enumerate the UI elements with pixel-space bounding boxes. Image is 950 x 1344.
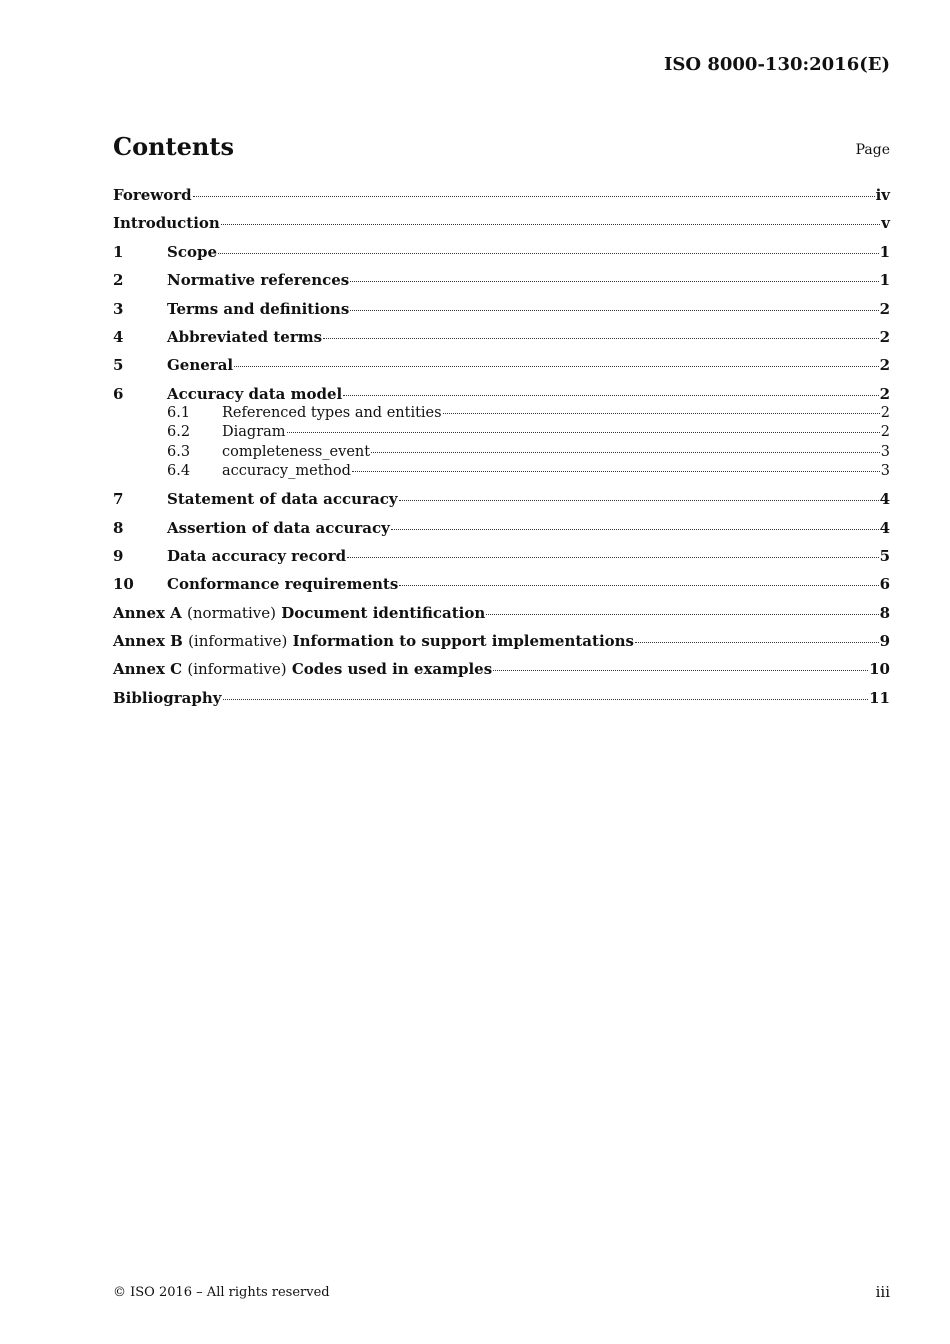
toc-entry-page: 6 (879, 575, 890, 593)
toc-entry-number: 6.4 (167, 463, 191, 479)
annex-label: Annex B (113, 632, 183, 650)
annex-title: Codes used in examples (291, 660, 493, 678)
toc-entry-number: 3 (113, 300, 124, 318)
toc-entry[interactable] (113, 547, 890, 565)
toc-entry-title: accuracy_method (222, 463, 351, 479)
toc-entry-number: 10 (113, 575, 134, 593)
toc-entry[interactable] (113, 405, 890, 421)
toc-entry-title: Abbreviated terms (167, 328, 323, 346)
standard-identifier: ISO 8000-130:2016(E) (663, 54, 890, 75)
annex-type: (informative) (188, 632, 288, 650)
dot-leader (371, 452, 880, 453)
dot-leader (347, 557, 878, 558)
toc-entry[interactable] (113, 519, 890, 537)
dot-leader (486, 614, 878, 615)
dot-leader (399, 500, 879, 501)
dot-leader (343, 395, 878, 396)
toc-annex-entry[interactable] (113, 632, 890, 650)
dot-leader (350, 281, 878, 282)
toc-entry-page: 5 (879, 547, 890, 565)
toc-entry[interactable] (113, 214, 890, 232)
toc-entry-title: Data accuracy record (167, 547, 347, 565)
copyright-footer: © ISO 2016 – All rights reserved (113, 1285, 330, 1300)
toc-entry-page: 2 (879, 328, 890, 346)
toc-entry[interactable] (113, 300, 890, 318)
toc-entry-number: 6.1 (167, 405, 191, 421)
toc-entry[interactable] (113, 243, 890, 261)
toc-entry-title: Terms and definitions (167, 300, 350, 318)
toc-entry-number: 7 (113, 490, 124, 508)
toc-entry-page: 4 (879, 490, 890, 508)
toc-annex-title-group (113, 660, 492, 678)
toc-entry-title: Normative references (167, 271, 350, 289)
toc-entry-title: Accuracy data model (167, 385, 343, 403)
page-column-label: Page (855, 142, 890, 158)
dot-leader (399, 585, 878, 586)
toc-entry-number: 8 (113, 519, 124, 537)
toc-entry-page: 1 (879, 271, 890, 289)
dot-leader (223, 699, 869, 700)
annex-title: Document identification (281, 604, 486, 622)
toc-entry-page: 3 (880, 463, 890, 479)
toc-entry-number: 5 (113, 356, 124, 374)
toc-entry-title: Referenced types and entities (222, 405, 442, 421)
dot-leader (221, 224, 880, 225)
dot-leader (234, 366, 878, 367)
toc-entry-page: v (881, 214, 890, 232)
toc-entry[interactable] (113, 575, 890, 593)
toc-entry-number: 1 (113, 243, 124, 261)
toc-entry-title: Statement of data accuracy (167, 490, 398, 508)
toc-entry-number: 6.3 (167, 444, 191, 460)
toc-annex-entry[interactable] (113, 660, 890, 678)
toc-entry[interactable] (113, 424, 890, 440)
toc-entry-number: 4 (113, 328, 124, 346)
toc-entry-page: 2 (880, 405, 890, 421)
annex-label: Annex A (113, 604, 182, 622)
toc-entry[interactable] (113, 444, 890, 460)
toc-entry-title: Diagram (222, 424, 286, 440)
toc-entry[interactable] (113, 356, 890, 374)
toc-entry-title: Assertion of data accuracy (167, 519, 390, 537)
dot-leader (352, 471, 880, 472)
dot-leader (323, 338, 878, 339)
toc-entry-title: Foreword (113, 186, 192, 204)
toc-annex-title-group (113, 632, 634, 650)
page-number: iii (875, 1283, 890, 1301)
toc-entry-page: 2 (880, 424, 890, 440)
toc-entry-page: iv (875, 186, 890, 204)
toc-entry-page: 9 (879, 632, 890, 650)
toc-bibliography-entry[interactable] (113, 689, 890, 707)
toc-entry-page: 8 (879, 604, 890, 622)
annex-type: (informative) (187, 660, 287, 678)
toc-entry-page: 2 (879, 356, 890, 374)
toc-entry-page: 1 (879, 243, 890, 261)
toc-entry-number: 6.2 (167, 424, 191, 440)
toc-entry-title: Bibliography (113, 689, 222, 707)
toc-entry[interactable] (113, 385, 890, 403)
toc-entry-page: 10 (869, 660, 890, 678)
dot-leader (218, 253, 879, 254)
dot-leader (193, 196, 875, 197)
dot-leader (391, 529, 879, 530)
toc-annex-entry[interactable] (113, 604, 890, 622)
annex-type: (normative) (187, 604, 276, 622)
toc-annex-title-group (113, 604, 485, 622)
toc-entry-title: Scope (167, 243, 218, 261)
annex-label: Annex C (113, 660, 183, 678)
toc-entry-title: Conformance requirements (167, 575, 399, 593)
toc-entry[interactable] (113, 328, 890, 346)
toc-entry-title: General (167, 356, 234, 374)
toc-entry-page: 3 (880, 444, 890, 460)
toc-entry[interactable] (113, 271, 890, 289)
dot-leader (350, 310, 878, 311)
toc-entry-page: 2 (879, 385, 890, 403)
toc-entry-title: completeness_event (222, 444, 371, 460)
dot-leader (287, 432, 880, 433)
dot-leader (493, 670, 868, 671)
contents-heading: Contents (113, 132, 234, 161)
toc-entry-page: 2 (879, 300, 890, 318)
toc-entry-page: 11 (869, 689, 890, 707)
toc-entry-page: 4 (879, 519, 890, 537)
toc-entry-number: 6 (113, 385, 124, 403)
toc-entry[interactable] (113, 463, 890, 479)
toc-entry-title: Introduction (113, 214, 220, 232)
toc-entry[interactable] (113, 490, 890, 508)
dot-leader (443, 413, 880, 414)
dot-leader (635, 642, 879, 643)
annex-title: Information to support implementations (292, 632, 635, 650)
toc-entry-number: 9 (113, 547, 124, 565)
toc-entry-number: 2 (113, 271, 124, 289)
toc-entry[interactable] (113, 186, 890, 204)
